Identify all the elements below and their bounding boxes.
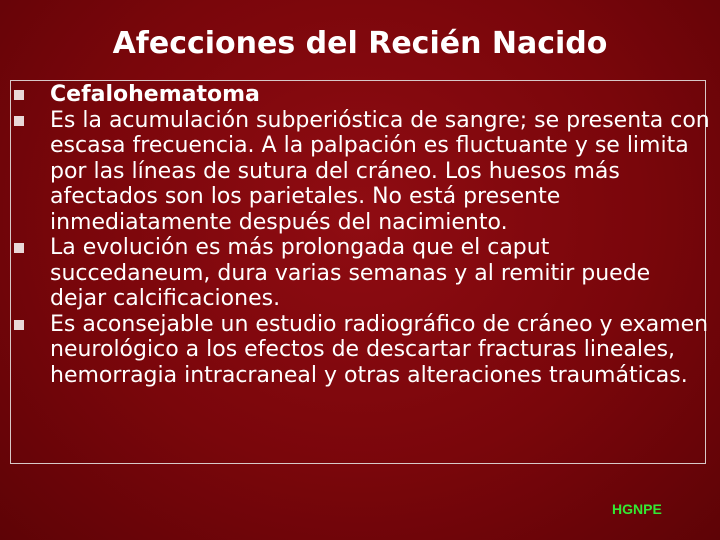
- bullet-heading: Cefalohematoma: [50, 82, 260, 107]
- bullet-item: [12, 312, 712, 389]
- bullet-item: [12, 82, 712, 108]
- bullet-text: Es la acumulación subperióstica de sangre; se presenta con escasa frecuencia. A la palpación es fluctuante y se limita por las líneas de sutura del cráneo. Los huesos más afectados son los parietales. No está presente inmediatamente después del nacimiento.: [50, 107, 710, 235]
- bullet-text: La evolución es más prolongada que el caput succedaneum, dura varias semanas y al remitir puede dejar calcificaciones.: [50, 235, 651, 311]
- square-bullet-icon: [14, 243, 24, 253]
- square-bullet-icon: [14, 116, 24, 126]
- bullet-text: Es aconsejable un estudio radiográfico de cráneo y examen neurológico a los efectos de descartar fracturas lineales, hemorragia intracraneal y otras alteraciones traumáticas.: [50, 311, 709, 388]
- bullet-list: [12, 82, 712, 388]
- footer-label: HGNPE: [612, 501, 662, 517]
- square-bullet-icon: [14, 320, 24, 330]
- bullet-item: [12, 235, 712, 312]
- square-bullet-icon: [14, 90, 24, 100]
- bullet-item: [12, 108, 712, 236]
- slide-title: Afecciones del Recién Nacido: [112, 26, 608, 61]
